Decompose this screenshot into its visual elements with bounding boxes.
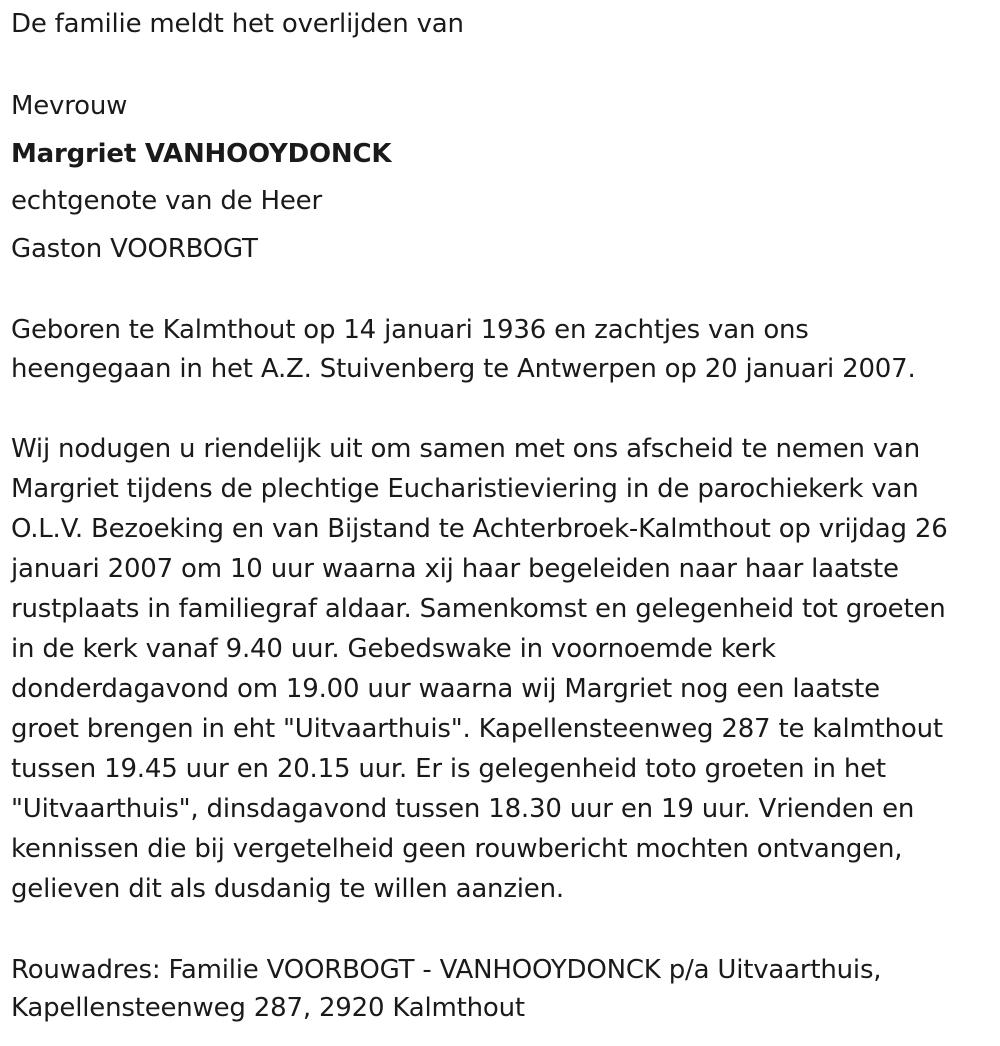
invitation-line: tussen 19.45 uur en 20.15 uur. Er is gelegenheid toto groeten in het <box>11 754 886 784</box>
invitation-line: groet brengen in eht "Uitvaarthuis". Kapellensteenweg 287 te kalmthout <box>11 714 943 744</box>
invitation-line: gelieven dit als dusdanig te willen aanzien. <box>11 874 564 904</box>
intro-line: De familie meldt het overlijden van <box>11 9 464 39</box>
invitation-line: "Uitvaarthuis", dinsdagavond tussen 18.30 uur en 19 uur. Vrienden en <box>11 794 915 824</box>
invitation-line: Margriet tijdens de plechtige Eucharistieviering in de parochiekerk van <box>11 474 919 504</box>
address-line: Kapellensteenweg 287, 2920 Kalmthout <box>11 993 525 1023</box>
invitation-line: Wij nodugen u riendelijk uit om samen met ons afscheid te nemen van <box>11 434 921 464</box>
person-name: Margriet VANHOOYDONCK <box>11 139 392 169</box>
invitation-line: in de kerk vanaf 9.40 uur. Gebedswake in voornoemde kerk <box>11 634 776 664</box>
person-relation: echtgenote van de Heer <box>11 186 322 216</box>
spouse-name: Gaston VOORBOGT <box>11 234 258 264</box>
invitation-line: O.L.V. Bezoeking en van Bijstand te Achterbroek-Kalmthout op vrijdag 26 <box>11 514 948 544</box>
invitation-line: rustplaats in familiegraf aldaar. Samenkomst en gelegenheid tot groeten <box>11 594 946 624</box>
invitation-line: kennissen die bij vergetelheid geen rouwbericht mochten ontvangen, <box>11 834 903 864</box>
birth-line: Geboren te Kalmthout op 14 januari 1936 en zachtjes van ons <box>11 315 809 345</box>
invitation-line: januari 2007 om 10 uur waarna xij haar begeleiden naar haar laatste <box>11 554 899 584</box>
person-title: Mevrouw <box>11 91 128 121</box>
invitation-line: donderdagavond om 19.00 uur waarna wij Margriet nog een laatste <box>11 674 880 704</box>
address-line: Rouwadres: Familie VOORBOGT - VANHOOYDONCK p/a Uitvaarthuis, <box>11 955 882 985</box>
birth-line: heengegaan in het A.Z. Stuivenberg te Antwerpen op 20 januari 2007. <box>11 354 916 384</box>
